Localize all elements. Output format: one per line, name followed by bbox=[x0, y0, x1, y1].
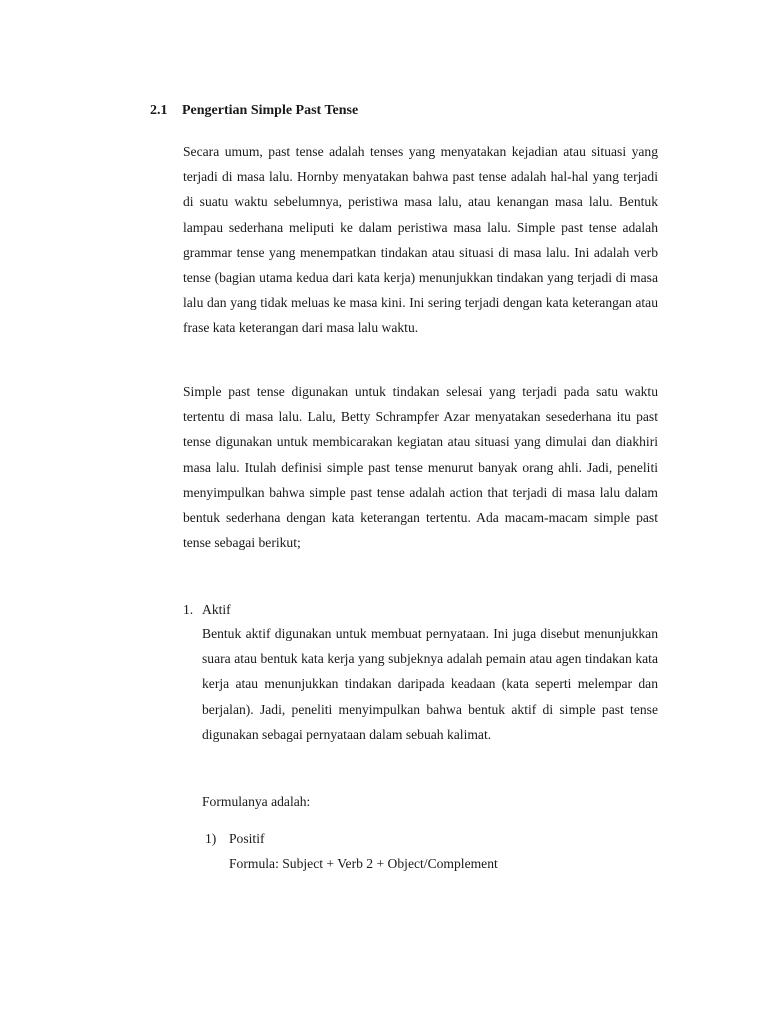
positive-formula: Formula: Subject + Verb 2 + Object/Complement bbox=[229, 856, 498, 871]
section-title: Pengertian Simple Past Tense bbox=[182, 103, 359, 118]
sublist-item-positif bbox=[205, 826, 265, 851]
paragraph-1: Secara umum, past tense adalah tenses yang menyatakan kejadian atau situasi yang terjadi di masa lalu. Hornby menyatakan bahwa past tense adalah hal-hal yang terjadi di suatu waktu sebelumnya, peristiwa masa lalu, atau kenangan masa lalu. Bentuk lampau sederhana meliputi ke dalam peristiwa masa lalu. Simple past tense adalah grammar tense yang menempatkan tindakan atau situasi di masa lalu. Ini adalah verb tense (bagian utama kedua dari kata kerja) menunjukkan tindakan yang terjadi di masa lalu dan yang tidak meluas ke masa kini. Ini sering terjadi dengan kata keterangan atau frase kata keterangan dari masa lalu waktu. bbox=[183, 144, 658, 336]
sublist-item-title: Positif bbox=[229, 831, 265, 846]
list-item-aktif bbox=[183, 597, 231, 622]
aktif-description: Bentuk aktif digunakan untuk membuat pernyataan. Ini juga disebut menunjukkan suara atau bentuk kata kerja yang subjeknya adalah pemain atau agen tindakan kata kerja atau menunjukkan tindakan daripada keadaan (kata seperti melempar dan berjalan). Jadi, peneliti menyimpulkan bahwa bentuk aktif di simple past tense digunakan sebagai pernyataan dalam sebuah kalimat. bbox=[202, 626, 658, 742]
list-marker: 1. bbox=[183, 602, 194, 617]
formula-intro: Formulanya adalah: bbox=[202, 794, 311, 809]
sublist-marker: 1) bbox=[205, 831, 217, 846]
paragraph-2: Simple past tense digunakan untuk tindakan selesai yang terjadi pada satu waktu tertentu di masa lalu. Lalu, Betty Schrampfer Azar menyatakan sesederhana itu past tense digunakan untuk membicarakan kegiatan atau situasi yang dimulai dan diakhiri masa lalu. Itulah definisi simple past tense menurut banyak orang ahli. Jadi, peneliti menyimpulkan bahwa simple past tense adalah action that terjadi di masa lalu dalam bentuk sederhana dengan kata keterangan tertentu. Ada macam-macam simple past tense sebagai berikut; bbox=[183, 384, 658, 551]
list-item-title: Aktif bbox=[202, 602, 231, 617]
section-number: 2.1 bbox=[150, 103, 168, 118]
section-heading bbox=[150, 103, 358, 119]
